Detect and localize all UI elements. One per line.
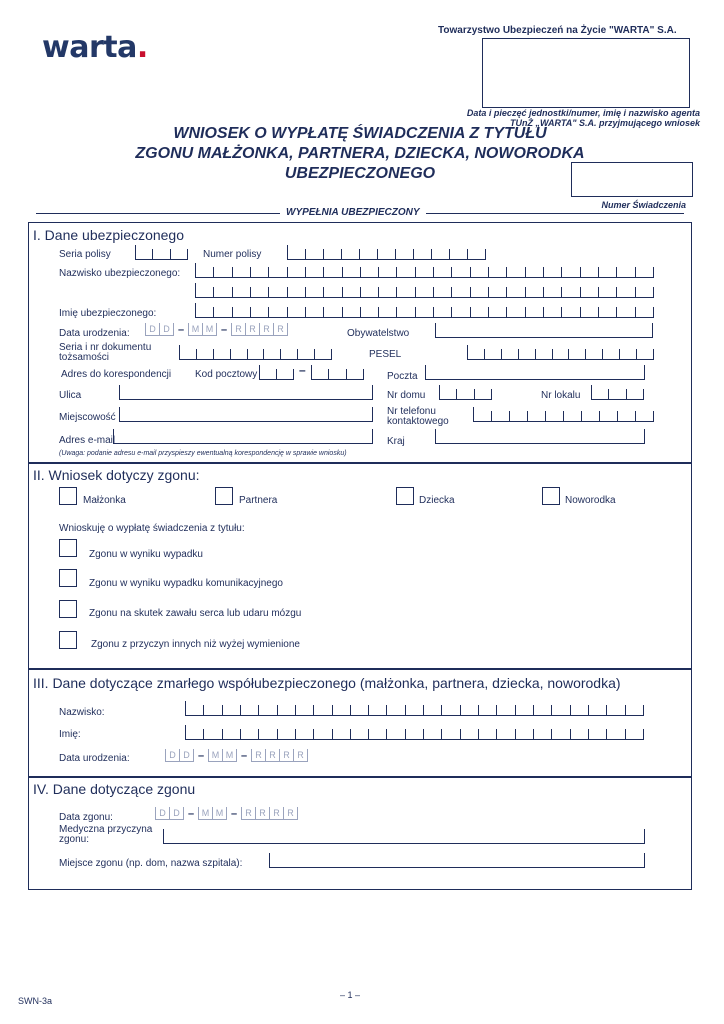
street-label: Ulica xyxy=(59,390,82,401)
post-office-field[interactable] xyxy=(425,365,645,380)
city-field[interactable] xyxy=(119,407,373,422)
fill-by-label: WYPEŁNIA UBEZPIECZONY xyxy=(280,207,426,218)
birth-date-label: Data urodzenia: xyxy=(59,328,130,339)
surname-label: Nazwisko ubezpieczonego: xyxy=(59,268,181,279)
stamp-caption: Data i pieczęć jednostki/numer, imię i nazwisko agenta TUnŻ „WARTA" S.A. przyjmującego wniosek xyxy=(466,108,700,128)
citizenship-label: Obywatelstwo xyxy=(347,328,410,339)
benefit-number-box[interactable] xyxy=(571,162,693,197)
death-place-field[interactable] xyxy=(269,853,645,868)
accident-label: Zgonu w wyniku wypadku xyxy=(89,549,203,560)
form-title: WNIOSEK O WYPŁATĘ ŚWIADCZENIA Z TYTUŁU ZGONU MAŁŻONKA, PARTNERA, DZIECKA, NOWORODKA UBEZPIECZONEGO xyxy=(135,125,585,182)
page-number: – 1 – xyxy=(340,990,361,1000)
house-no-field[interactable] xyxy=(439,385,492,400)
agent-stamp-box[interactable] xyxy=(482,38,690,108)
citizenship-field[interactable] xyxy=(435,323,653,338)
house-no-label: Nr domu xyxy=(387,390,426,401)
flat-no-label: Nr lokalu xyxy=(541,390,581,401)
deceased-birth-label: Data urodzenia: xyxy=(59,753,130,764)
section-insured-data xyxy=(28,222,692,464)
traffic-accident-label: Zgonu w wyniku wypadku komunikacyjnego xyxy=(89,578,283,589)
death-place-label: Miejsce zgonu (np. dom, nazwa szpitala): xyxy=(59,858,243,869)
policy-number-field[interactable] xyxy=(287,245,486,260)
newborn-checkbox[interactable] xyxy=(542,487,560,505)
policy-number-label: Numer polisy xyxy=(203,249,262,260)
section-heading: I. Dane ubezpieczonego xyxy=(33,227,184,243)
death-date-label: Data zgonu: xyxy=(59,812,113,823)
section-deceased-data xyxy=(28,668,692,778)
flat-no-field[interactable] xyxy=(591,385,644,400)
address-label: Adres do korespondencji xyxy=(61,369,172,380)
policy-series-field[interactable] xyxy=(135,245,188,260)
traffic-accident-checkbox[interactable] xyxy=(59,569,77,587)
email-field[interactable] xyxy=(113,429,373,444)
section-heading: II. Wniosek dotyczy zgonu: xyxy=(33,467,200,483)
request-label: Wnioskuję o wypłatę świadczenia z tytułu: xyxy=(59,523,245,534)
spouse-checkbox[interactable] xyxy=(59,487,77,505)
other-cause-label: Zgonu z przyczyn innych niż wyżej wymienione xyxy=(91,639,300,650)
first-name-field[interactable] xyxy=(195,303,654,318)
email-label: Adres e-mail xyxy=(59,435,116,446)
birth-date-field[interactable]: D D – M M – R R R R xyxy=(145,323,288,336)
deceased-surname-label: Nazwisko: xyxy=(59,707,105,718)
surname-field-2[interactable] xyxy=(195,283,654,298)
post-office-label: Poczta xyxy=(387,371,418,382)
surname-field[interactable] xyxy=(195,263,654,278)
postal-code-label: Kod pocztowy xyxy=(195,369,258,380)
company-name: Towarzystwo Ubezpieczeń na Życie "WARTA" S.A. xyxy=(438,25,677,36)
deceased-birth-field[interactable]: D D – M M – R R R R xyxy=(165,749,308,762)
heart-attack-label: Zgonu na skutek zawału serca lub udaru mózgu xyxy=(89,608,302,619)
child-checkbox[interactable] xyxy=(396,487,414,505)
email-note: (Uwaga: podanie adresu e-mail przyspieszy ewentualną korespondencję w sprawie wniosku) xyxy=(59,450,347,457)
deceased-name-field[interactable] xyxy=(185,725,644,740)
pesel-field[interactable] xyxy=(467,345,654,360)
medical-cause-label: Medyczna przyczyna zgonu: xyxy=(59,824,153,845)
phone-field[interactable] xyxy=(473,407,654,422)
street-field[interactable] xyxy=(119,385,373,400)
phone-label: Nr telefonu kontaktowego xyxy=(387,406,449,427)
form-code: SWN-3a xyxy=(18,996,53,1006)
id-document-field[interactable] xyxy=(179,345,332,360)
child-label: Dziecka xyxy=(419,495,455,506)
country-field[interactable] xyxy=(435,429,645,444)
id-document-label: Seria i nr dokumentu tożsamości xyxy=(59,342,152,363)
deceased-surname-field[interactable] xyxy=(185,701,644,716)
first-name-label: Imię ubezpieczonego: xyxy=(59,308,157,319)
section-death-data xyxy=(28,776,692,890)
benefit-number-label: Numer Świadczenia xyxy=(601,200,686,210)
other-cause-checkbox[interactable] xyxy=(59,631,77,649)
partner-label: Partnera xyxy=(239,495,278,506)
section-heading: III. Dane dotyczące zmarłego współubezpieczonego (małżonka, partnera, dziecka, noworodka) xyxy=(33,675,621,691)
partner-checkbox[interactable] xyxy=(215,487,233,505)
death-date-field[interactable]: D D – M M – R R R R xyxy=(155,807,298,820)
postal-code-field-1[interactable] xyxy=(259,365,294,380)
policy-series-label: Seria polisy xyxy=(59,249,111,260)
heart-attack-checkbox[interactable] xyxy=(59,600,77,618)
accident-checkbox[interactable] xyxy=(59,539,77,557)
newborn-label: Noworodka xyxy=(565,495,616,506)
pesel-label: PESEL xyxy=(369,349,402,360)
country-label: Kraj xyxy=(387,436,405,447)
spouse-label: Małżonka xyxy=(83,495,126,506)
deceased-name-label: Imię: xyxy=(59,729,81,740)
warta-logo: warta. xyxy=(42,30,148,65)
section-claim-type xyxy=(28,462,692,670)
section-heading: IV. Dane dotyczące zgonu xyxy=(33,781,196,797)
medical-cause-field[interactable] xyxy=(163,829,645,844)
postal-dash: – xyxy=(299,363,306,377)
postal-code-field-2[interactable] xyxy=(311,365,364,380)
city-label: Miejscowość xyxy=(59,412,116,423)
